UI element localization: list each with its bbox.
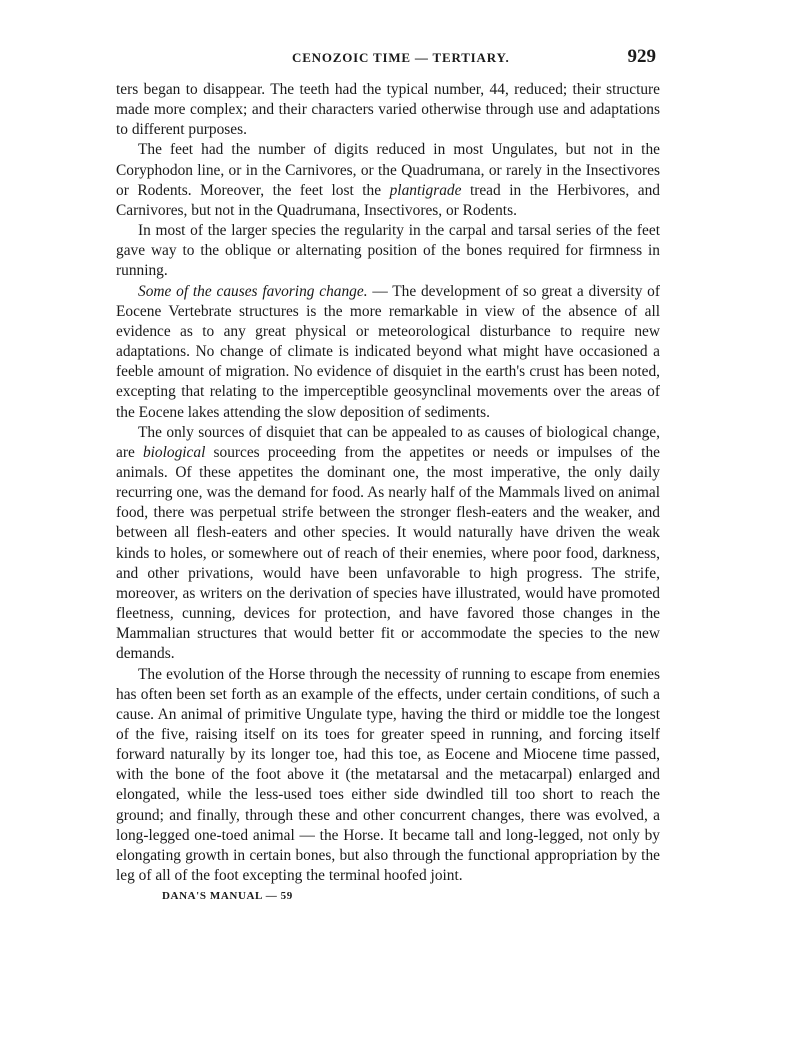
paragraph-text: The only sources of disquiet that can be appealed to as causes of biological change, are [116,423,660,461]
book-page [116,48,660,1008]
page-number: 929 [627,46,656,67]
signature-mark: DANA'S MANUAL — 59 [162,890,293,903]
paragraph-causes-favoring-change [116,282,660,423]
paragraph-text: The feet had the number of digits reduced in most Ungulates, but not in the Coryphodon line, or in the Carnivores, or the Quadrumana, or rarely in the Insectivores or Rodents. Moreover, the feet lost the [116,141,660,199]
running-title: CENOZOIC TIME — TERTIARY. [292,50,510,65]
paragraph-text: tread in the Herbivores, and Carnivores, but not in the Quadrumana, Insectivores, or Rodents. [116,181,661,219]
paragraph-sources-of-disquiet [116,423,660,665]
paragraph-text: — The development of so great a diversity of Eocene Vertebrate structures is the more remarkable in view of the absence of all evidence as to any great physical or meteorological disturbance to require new adaptations. No change of climate is indicated beyond what might have occasioned a feeble amount of migration. No evidence of disquiet in the earth's crust has been noted, excepting that relating to the imperceptible geosynclinal movements over the areas of the Eocene lakes attending the slow deposition of sediments. [116,282,661,421]
section-heading: Some of the causes favoring change. [138,282,368,300]
italic-term: biological [142,443,206,461]
paragraph-text: The evolution of the Horse through the necessity of running to escape from enemies has often been set forth as an example of the effects, under certain conditions, of such a cause. An animal of primitive Ungulate type, having the third or middle toe the longest of the five, raising itself on its toes for greater speed in running, and forcing itself forward naturally by its longer toe, had this toe, as Eocene and Miocene time passed, with the bone of the foot above it (the metatarsal and the metacarpal) enlarged and elongated, while the less-used toes either side dwindled till too short to reach the ground; and finally, through these and other concurrent changes, there was evolved, a long-legged one-toed animal — the Horse. It became tall and long-legged, not only by elongating growth in certain bones, but also through the functional appropriation by the leg of all of the foot excepting the terminal hoofed joint. [116,665,660,885]
running-head [116,48,660,70]
paragraph-text: In most of the larger species the regularity in the carpal and tarsal series of the feet gave way to the oblique or alternating position of the bones required for firmness in running. [116,222,660,280]
body-text [116,80,660,886]
paragraph-evolution-of-horse [116,665,660,887]
paragraph-teeth [116,80,660,140]
italic-term: plantigrade [389,181,462,199]
paragraph-text: ters began to disappear. The teeth had the typical number, 44, reduced; their structure made more complex; and their characters varied otherwise through use and adaptations to different purposes. [116,81,660,139]
paragraph-carpal-tarsal [116,221,660,281]
paragraph-feet [116,140,660,221]
paragraph-text: sources proceeding from the appetites or needs or impulses of the animals. Of these appetites the dominant one, the most imperative, the only daily recurring one, was the demand for food. As nearly half of the Mammals lived on animal food, there was perpetual strife between the stronger flesh-eaters and the weaker, and between all flesh-eaters and other species. It would naturally have driven the weak kinds to holes, or somewhere out of reach of their enemies, where poor food, darkness, and other privations, would have been unfavorable to high progress. The strife, moreover, as writers on the derivation of species have illustrated, would have promoted fleetness, cunning, devices for protection, and have favored those changes in the Mammalian structures that would better fit or accommodate the species to the new demands. [116,443,660,663]
